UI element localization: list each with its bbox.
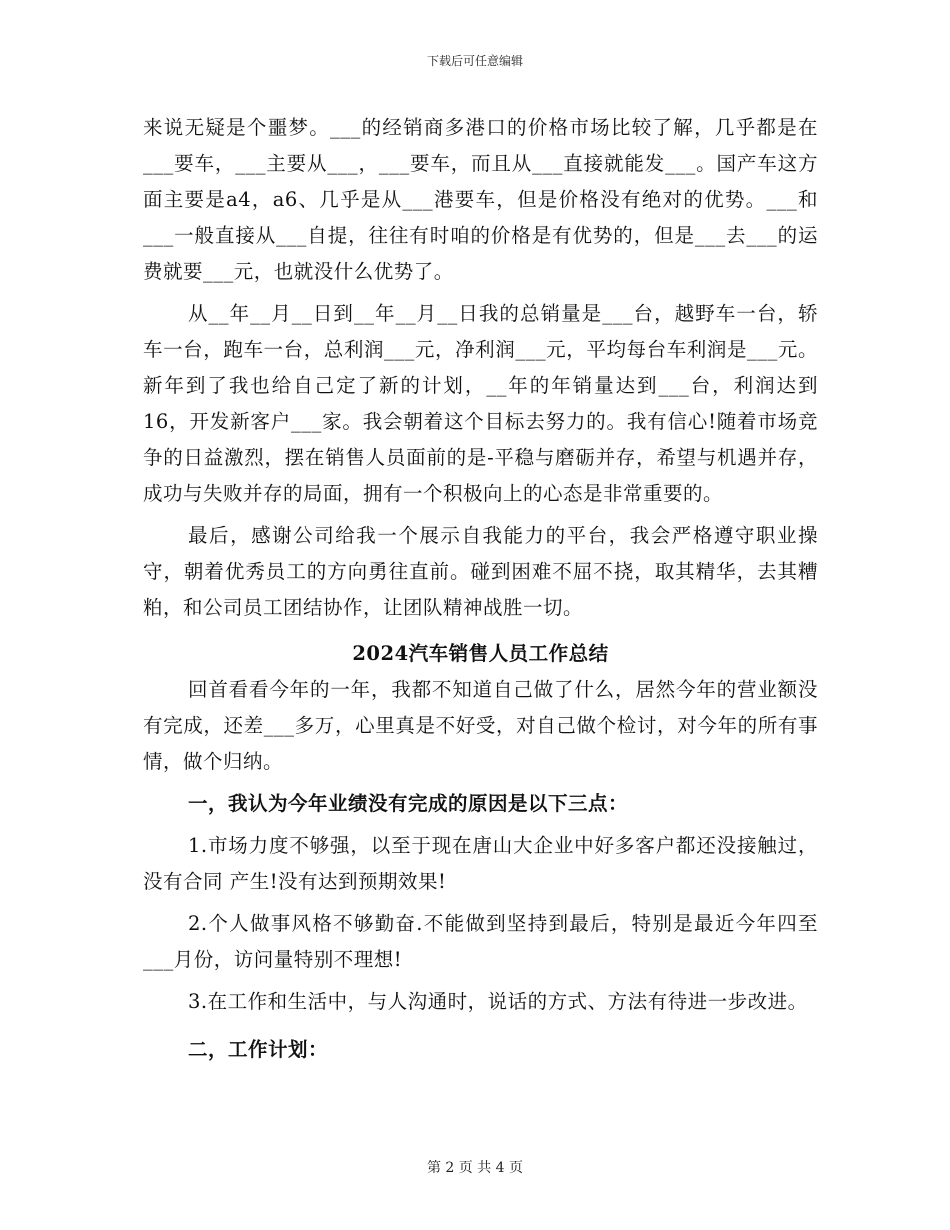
page-footer: 第 2 页 共 4 页 (426, 1160, 524, 1176)
paragraph-review: 回首看看今年的一年，我都不知道自己做了什么，居然今年的营业额没有完成，还差___多万，心里真是不好受，对自己做个检讨，对今年的所有事情，做个归纳。 (143, 678, 818, 773)
paragraph-sales-summary: 从__年__月__日到__年__月__日我的总销量是___台，越野车一台，轿车一台，跑车一台，总利润___元，净利润___元，平均每台车利润是___元。新年到了我也给自己定了新的计划，__年的年销量达到___台，利润达到16，开发新客户___家。我会朝着这个目标去努力的。我有信心!随着市场竞争的日益激烈，摆在销售人员面前的是-平稳与磨砺并存，希望与机遇并存，成功与失败并存的局面，拥有一个积极向上的心态是非常重要的。 (143, 302, 818, 505)
paragraph-closing: 最后，感谢公司给我一个展示自我能力的平台，我会严格遵守职业操守，朝着优秀员工的方向勇往直前。碰到困难不屈不挠，取其精华，去其糟粕，和公司员工团结协作，让团队精神战胜一切。 (143, 524, 818, 619)
list-item-3: 3.在工作和生活中，与人沟通时，说话的方式、方法有待进一步改进。 (188, 990, 808, 1013)
section-title: 2024汽车销售人员工作总结 (352, 642, 609, 665)
list-item-2: 2.个人做事风格不够勤奋.不能做到坚持到最后，特别是最近今年四至___月份，访问量特别不理想! (143, 912, 818, 971)
paragraph-continuation: 来说无疑是个噩梦。___的经销商多港口的价格市场比较了解，几乎都是在___要车，___主要从___，___要车，而且从___直接就能发___。国产车这方面主要是a4，a6、几乎是从___港要车，但是价格没有绝对的优势。___和___一般直接从___自提，往往有时咱的价格是有优势的，但是___去___的运费就要___元，也就没什么优势了。 (143, 116, 818, 283)
list-item-1: 1.市场力度不够强，以至于现在唐山大企业中好多客户都还没接触过，没有合同 产生!没有达到预期效果! (143, 834, 818, 893)
heading-work-plan: 二，工作计划： (188, 1038, 329, 1061)
page-header: 下载后可任意编辑 (426, 54, 523, 68)
heading-reasons: 一，我认为今年业绩没有完成的原因是以下三点： (188, 792, 629, 815)
document-body (143, 110, 818, 1068)
